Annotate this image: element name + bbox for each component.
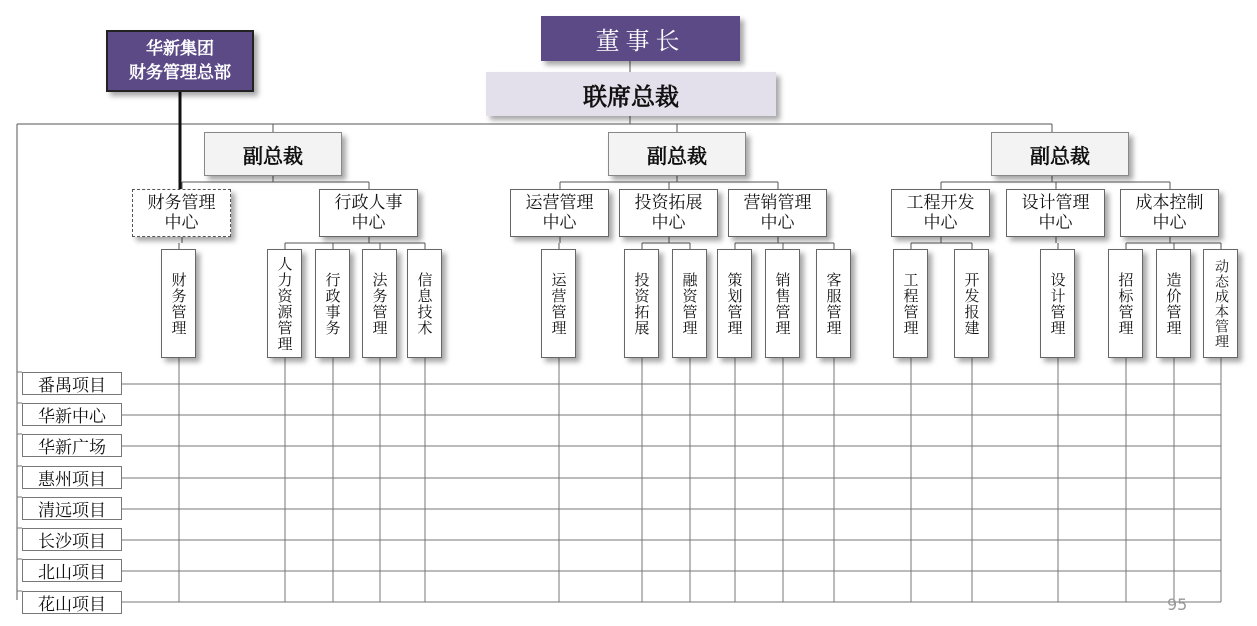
- center-box-cost: [1120, 189, 1219, 237]
- center-name: 投资拓展: [634, 193, 703, 213]
- project-label-huaxin-plaza: [22, 434, 122, 457]
- center-name: 成本控制: [1135, 193, 1204, 213]
- vice-president-label: 副总裁: [647, 143, 707, 168]
- center-suffix: 中心: [923, 213, 958, 233]
- center-name: 财务管理: [147, 193, 216, 213]
- center-box-investment: [619, 189, 718, 237]
- dept-label: 策划管理: [725, 271, 744, 336]
- project-label-huashan: [22, 591, 122, 614]
- center-suffix: 中心: [1152, 213, 1187, 233]
- dept-label: 造价管理: [1164, 271, 1183, 336]
- dept-label: 人力资源管理: [275, 255, 294, 352]
- project-label-panyu: [22, 372, 122, 395]
- dept-label: 财务管理: [169, 271, 188, 336]
- center-name: 行政人事: [334, 193, 403, 213]
- dept-label: 设计管理: [1048, 271, 1067, 336]
- dept-label: 客服管理: [824, 271, 843, 336]
- dept-label: 招标管理: [1116, 271, 1135, 336]
- dept-planning: [717, 249, 752, 358]
- dept-hr: [267, 249, 302, 358]
- project-label-huaxin-center: [22, 403, 122, 426]
- vice-president-label: 副总裁: [243, 143, 303, 168]
- project-name: 花山项目: [38, 595, 106, 615]
- center-name: 营销管理: [743, 193, 812, 213]
- dept-financing: [672, 249, 707, 358]
- chairman-label: 董事长: [595, 27, 686, 55]
- dept-finance: [161, 249, 196, 358]
- chairman-box: [541, 16, 740, 61]
- page-number: 95: [1167, 595, 1188, 614]
- project-label-huizhou: [22, 466, 122, 489]
- vice-president-box-2: [608, 132, 746, 176]
- dept-sales: [765, 249, 800, 358]
- vice-president-box-3: [991, 132, 1129, 176]
- dept-admin-affairs: [315, 249, 350, 358]
- finance-hq-line1: 华新集团: [146, 39, 214, 59]
- dept-label: 法务管理: [370, 271, 389, 336]
- dept-label: 信息技术: [415, 271, 434, 336]
- project-name: 长沙项目: [38, 532, 106, 552]
- dept-label: 融资管理: [680, 271, 699, 336]
- center-box-marketing: [728, 189, 827, 237]
- center-suffix: 中心: [164, 213, 199, 233]
- dept-label: 动态成本管理: [1213, 258, 1229, 349]
- center-box-design: [1006, 189, 1105, 237]
- finance-hq-line2: 财务管理总部: [129, 63, 231, 83]
- co-president-label: 联席总裁: [583, 82, 679, 111]
- center-suffix: 中心: [351, 213, 386, 233]
- dept-label: 工程管理: [901, 271, 920, 336]
- dept-dev-permits: [954, 249, 989, 358]
- co-president-box: [486, 72, 776, 116]
- dept-costing: [1156, 249, 1191, 358]
- project-name: 惠州项目: [38, 470, 106, 490]
- dept-label: 运营管理: [549, 271, 568, 336]
- dept-legal: [362, 249, 397, 358]
- center-box-admin-hr: [319, 189, 418, 237]
- center-box-operations: [510, 189, 609, 237]
- center-suffix: 中心: [651, 213, 686, 233]
- dept-label: 开发报建: [962, 271, 981, 336]
- vice-president-label: 副总裁: [1030, 143, 1090, 168]
- center-name: 运营管理: [525, 193, 594, 213]
- center-suffix: 中心: [760, 213, 795, 233]
- project-name: 清远项目: [38, 501, 106, 521]
- project-label-beishan: [22, 559, 122, 582]
- dept-label: 行政事务: [323, 271, 342, 336]
- dept-investment: [624, 249, 659, 358]
- vice-president-box-1: [204, 132, 342, 176]
- finance-hq-box: [106, 30, 254, 92]
- dept-design: [1040, 249, 1075, 358]
- center-name: 设计管理: [1021, 193, 1090, 213]
- project-label-qingyuan: [22, 497, 122, 520]
- dept-it: [407, 249, 442, 358]
- project-name: 华新中心: [38, 407, 106, 427]
- dept-label: 销售管理: [773, 271, 792, 336]
- dept-dynamic-cost: [1203, 249, 1238, 358]
- dept-tendering: [1108, 249, 1143, 358]
- center-suffix: 中心: [1038, 213, 1073, 233]
- project-name: 番禺项目: [38, 376, 106, 396]
- dept-operations: [541, 249, 576, 358]
- center-box-finance: [132, 189, 231, 237]
- dept-label: 投资拓展: [632, 271, 651, 336]
- center-box-engineering: [891, 189, 990, 237]
- dept-engineering: [893, 249, 928, 358]
- dept-customer-service: [816, 249, 851, 358]
- center-suffix: 中心: [542, 213, 577, 233]
- project-label-changsha: [22, 528, 122, 551]
- project-name: 北山项目: [38, 563, 106, 583]
- center-name: 工程开发: [906, 193, 975, 213]
- project-name: 华新广场: [38, 438, 106, 458]
